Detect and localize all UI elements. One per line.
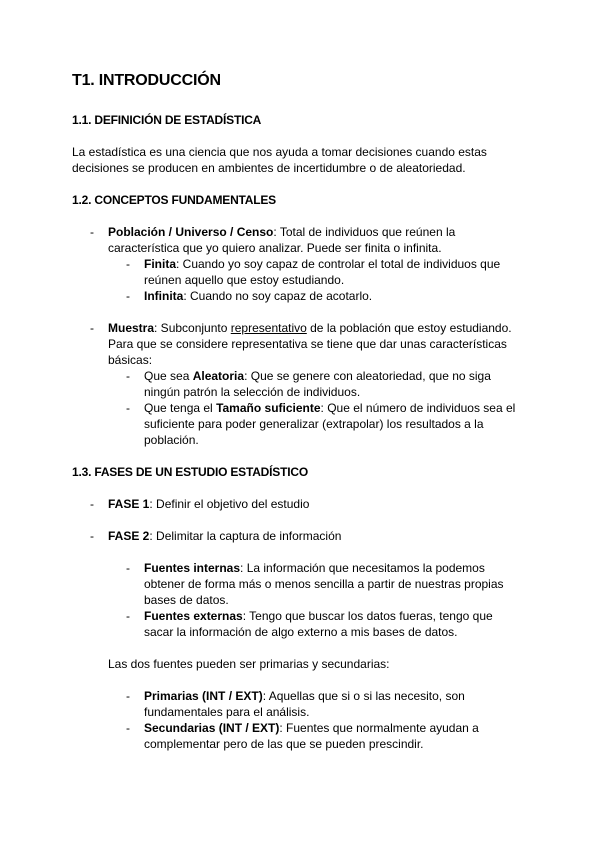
list-item-fuentes-externas: - Fuentes externas: Tengo que buscar los datos fueras, tengo que sacar la información de algo externo a mis bases de datos. [126,609,493,639]
list-item-fase-2: - FASE 2: Delimitar la captura de información [90,529,342,543]
list-item-fuentes-internas: - Fuentes internas: La información que necesitamos la podemos obtener de forma más o menos sencilla a partir de nuestras propias bases de datos. [126,561,504,607]
document-title: T1. INTRODUCCIÓN [72,72,221,89]
section-heading-1-2: 1.2. CONCEPTOS FUNDAMENTALES [72,193,276,207]
list-item-muestra: - Muestra: Subconjunto representativo de la población que estoy estudiando. Para que se considere representativa se tiene que dar unas características básicas: [90,321,512,367]
list-item-aleatoria: - Que sea Aleatoria: Que se genere con aleatoriedad, que no siga ningún patrón la selección de individuos. [126,369,491,399]
section-heading-1-1: 1.1. DEFINICIÓN DE ESTADÍSTICA [72,113,262,127]
list-item-finita: - Finita: Cuando yo soy capaz de controlar el total de individuos que reúnen aquello que estoy estudiando. [126,257,501,287]
section-heading-1-3: 1.3. FASES DE UN ESTUDIO ESTADÍSTICO [72,465,308,479]
definition-paragraph: La estadística es una ciencia que nos ayuda a tomar decisiones cuando estas decisiones se producen en ambientes de incertidumbre o de aleatoriedad. [72,145,487,175]
list-item-poblacion: - Población / Universo / Censo: Total de individuos que reúnen la característica que yo quiero analizar. Puede ser finita o infinita. [90,225,456,255]
list-item-fase-1: - FASE 1: Definir el objetivo del estudio [90,497,310,511]
list-item-infinita: - Infinita: Cuando no soy capaz de acotarlo. [126,289,373,303]
list-item-secundarias: - Secundarias (INT / EXT): Fuentes que normalmente ayudan a complementar pero de las que se pueden prescindir. [126,721,479,751]
fuentes-note: Las dos fuentes pueden ser primarias y secundarias: [108,657,390,671]
list-item-primarias: - Primarias (INT / EXT): Aquellas que si o si las necesito, son fundamentales para el análisis. [126,689,465,719]
list-item-tamano: - Que tenga el Tamaño suficiente: Que el número de individuos sea el suficiente para poder generalizar (extrapolar) los resultados a la población. [126,401,516,447]
